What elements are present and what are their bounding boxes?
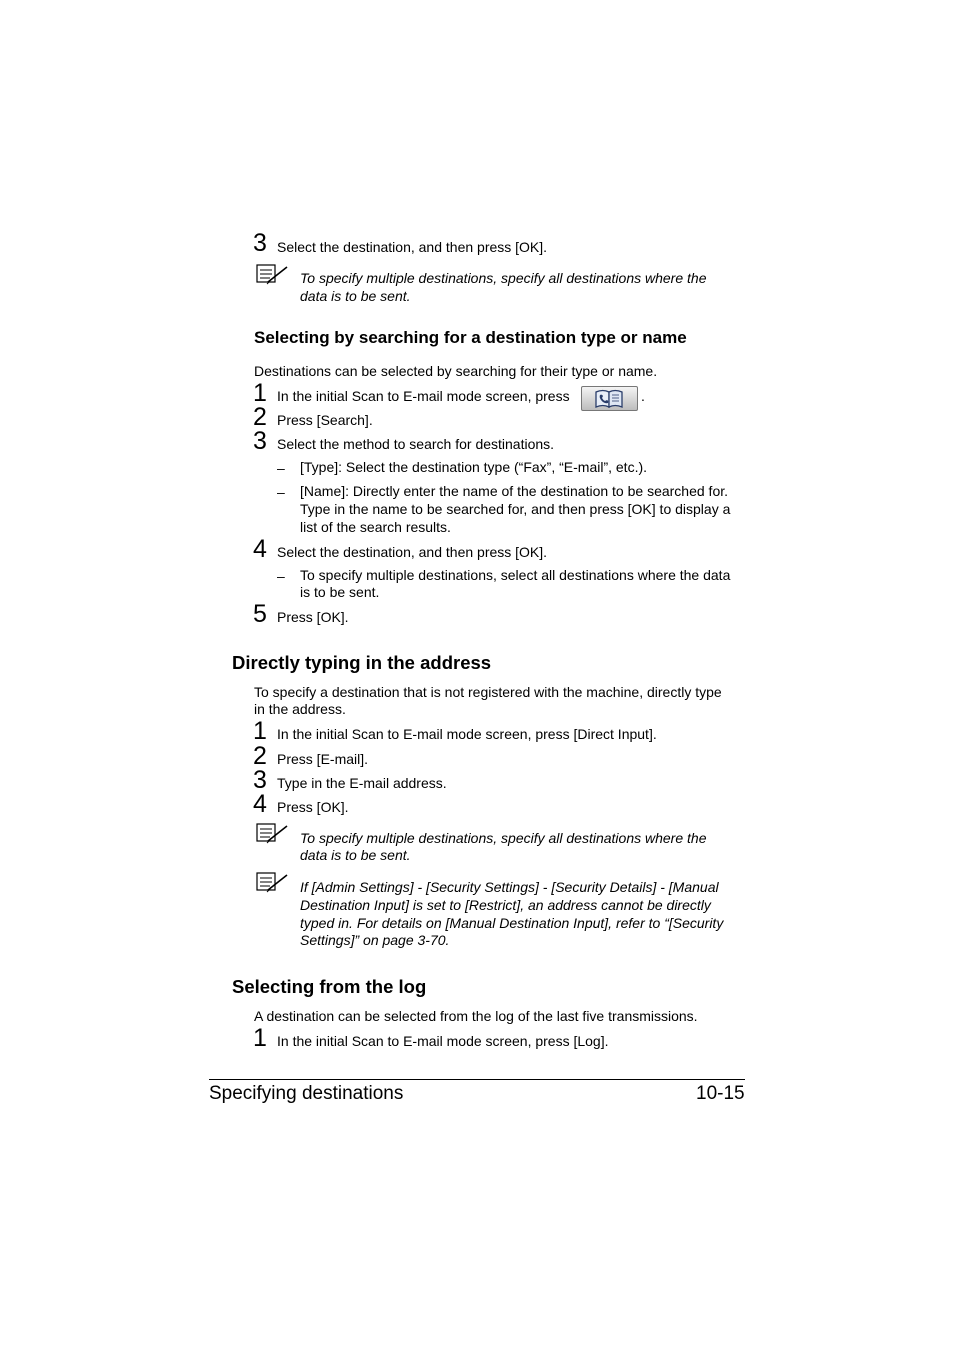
step-number: 3 [253,766,267,794]
note-pencil-icon [256,263,290,285]
bullet-line: is to be sent. [300,584,380,600]
step-number: 1 [253,379,267,407]
note-line: Destination Input] is set to [Restrict], an address cannot be directly [300,897,711,913]
step-text: Select the method to search for destinations. [277,436,555,452]
note-pencil-icon [256,871,290,893]
bullet-line: [Name]: Directly enter the name of the destination to be searched for. [300,483,729,499]
note-line: To specify multiple destinations, specify all destinations where the [300,270,707,286]
step-text: Press [Search]. [277,412,373,428]
bullet-line: [Type]: Select the destination type (“Fax”, “E-mail”, etc.). [300,459,648,475]
step-number: 1 [253,1024,267,1052]
step-text: In the initial Scan to E-mail mode screen, press [Log]. [277,1033,609,1049]
step-number: 2 [253,403,267,431]
bullet-line: list of the search results. [300,519,451,535]
bullet-dash: – [277,568,285,584]
bullet-dash: – [277,484,285,500]
step-number: 3 [253,229,267,257]
step-text: Press [OK]. [277,799,349,815]
step-number: 5 [253,600,267,628]
note-line: data is to be sent. [300,847,411,863]
intro-text: in the address. [254,701,346,717]
note-line: typed in. For details on [Manual Destination Input], refer to “[Security [300,915,724,931]
intro-text: To specify a destination that is not registered with the machine, directly type [254,684,722,700]
note-line: data is to be sent. [300,288,411,304]
step-number: 3 [253,427,267,455]
section-heading: Selecting by searching for a destination type or name [254,328,687,347]
step-number: 1 [253,717,267,745]
footer-rule [209,1079,745,1080]
step-number: 4 [253,535,267,563]
address-book-button[interactable] [581,386,638,411]
footer-page-number: 10-15 [696,1083,745,1104]
step-number: 2 [253,742,267,770]
step-text: Press [E-mail]. [277,751,369,767]
step-text: Select the destination, and then press [OK]. [277,544,548,560]
section-heading: Directly typing in the address [232,652,492,673]
step-text: Select the destination, and then press [OK]. [277,239,548,255]
note-line: Settings]” on page 3-70. [300,932,450,948]
note-line: If [Admin Settings] - [Security Settings] - [Security Details] - [Manual [300,879,719,895]
step-text: In the initial Scan to E-mail mode screen, press [Direct Input]. [277,726,657,742]
note-pencil-icon [256,822,290,844]
step-text: Type in the E-mail address. [277,775,447,791]
step-text: In the initial Scan to E-mail mode screen, press [277,388,570,404]
bullet-line: To specify multiple destinations, select all destinations where the data [300,567,731,583]
bullet-dash: – [277,460,285,476]
step-text: Press [OK]. [277,609,349,625]
bullet-line: Type in the name to be searched for, and then press [OK] to display a [300,501,731,517]
note-line: To specify multiple destinations, specify all destinations where the [300,830,707,846]
section-heading: Selecting from the log [232,976,427,997]
footer-chapter-title: Specifying destinations [209,1083,404,1104]
address-book-icon [582,387,637,410]
intro-text: Destinations can be selected by searching for their type or name. [254,363,658,379]
intro-text: A destination can be selected from the log of the last five transmissions. [254,1008,698,1024]
step-number: 4 [253,790,267,818]
step-text-suffix: . [641,388,645,404]
